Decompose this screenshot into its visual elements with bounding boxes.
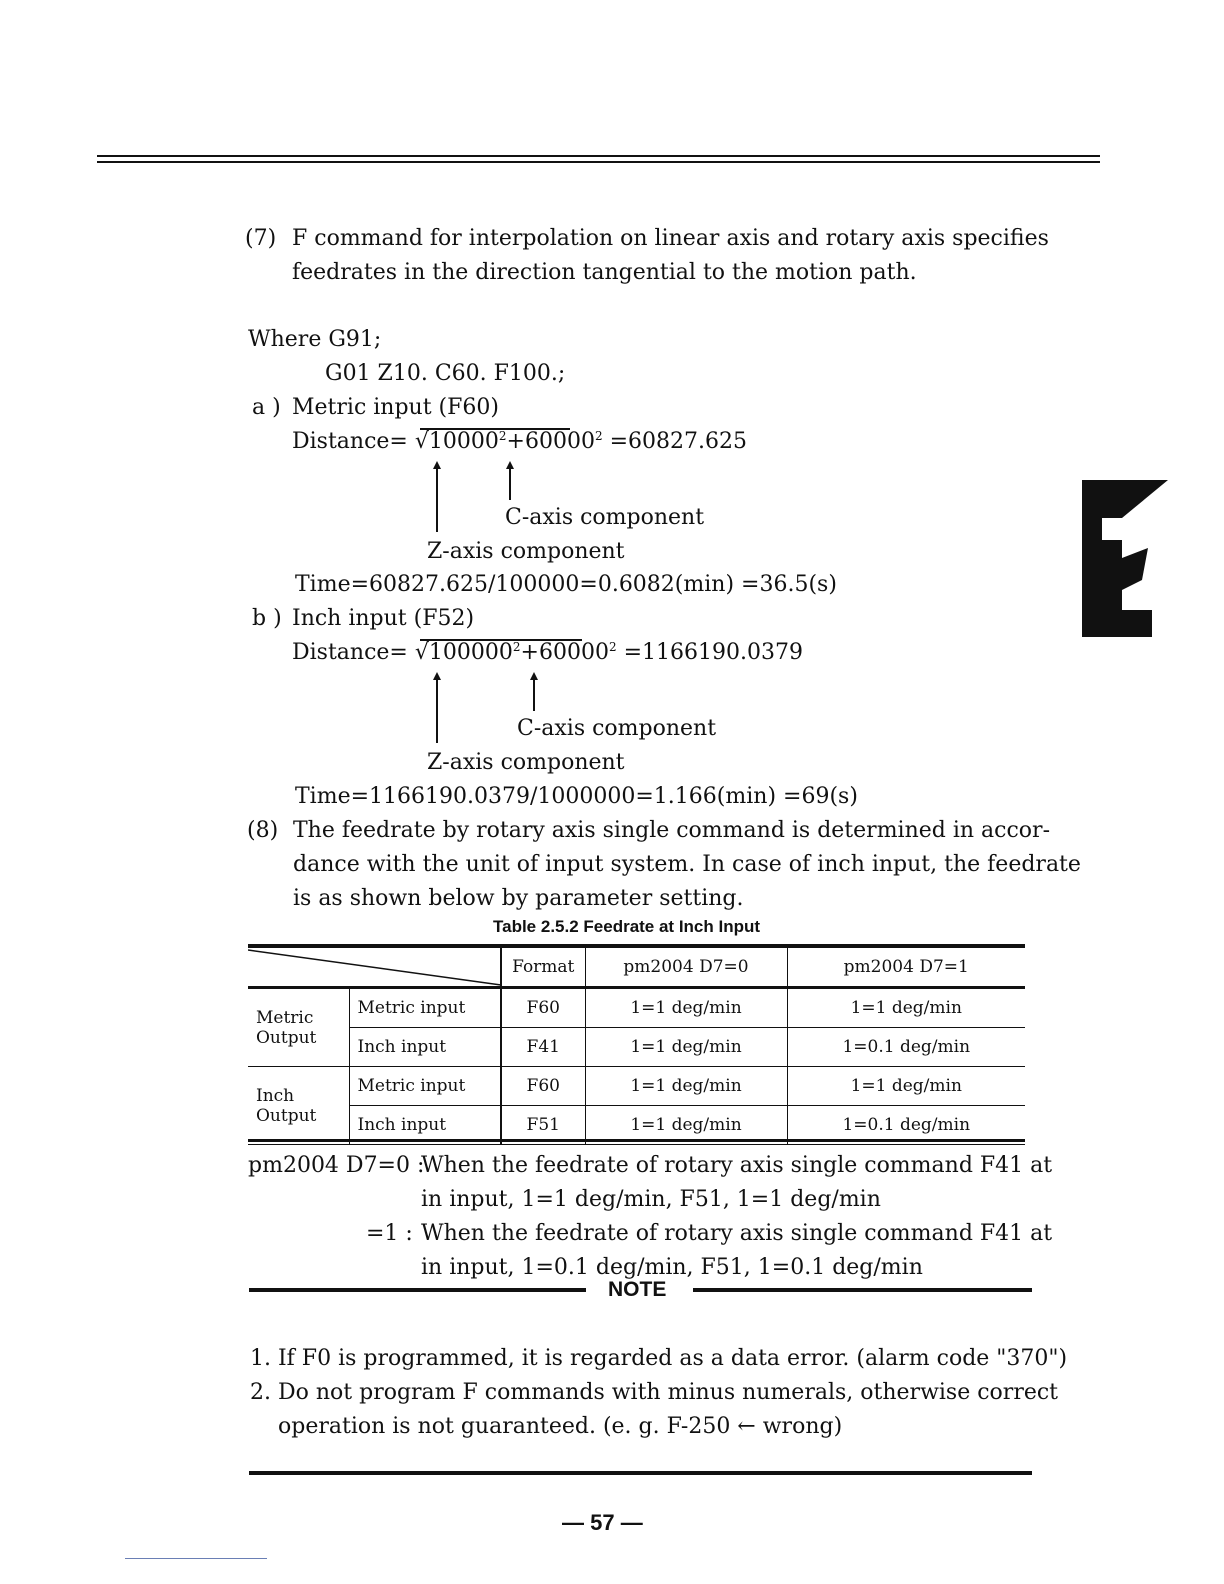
- case-b-exp2: 2: [608, 640, 617, 654]
- table-cell-format: F41: [501, 1028, 585, 1067]
- where-code: G01 Z10. C60. F100.;: [325, 361, 566, 386]
- where-label: Where G91;: [248, 327, 382, 352]
- item8-line1: The feedrate by rotary axis single command is determined in accor-: [293, 818, 1051, 843]
- case-a-z-arrow: [436, 468, 438, 532]
- table-caption: Table 2.5.2 Feedrate at Inch Input: [493, 917, 761, 936]
- case-a-c-arrow: [509, 468, 511, 500]
- item8-number: (8): [247, 818, 279, 843]
- note-rule-left: [249, 1288, 586, 1292]
- table-header-d7-1: pm2004 D7=1: [787, 948, 1025, 988]
- table-cell-input: Inch input: [349, 1028, 501, 1067]
- note-rule-right: [693, 1288, 1032, 1292]
- table-cell-d7-0: 1=1 deg/min: [585, 1106, 787, 1145]
- case-a-exp2: 2: [594, 429, 603, 443]
- case-b-dist-result: =1166190.0379: [623, 640, 803, 665]
- pm-d1-line2: in input, 1=0.1 deg/min, F51, 1=0.1 deg/min: [421, 1255, 923, 1280]
- item8-line2: dance with the unit of input system. In case of inch input, the feedrate: [293, 852, 1081, 877]
- table-group-inch-output: [248, 1067, 349, 1145]
- table-cell-d7-1: 1=0.1 deg/min: [787, 1106, 1025, 1145]
- case-a-distance: Distance= $√10000^2+60000^2 =60827.625$: [292, 429, 748, 454]
- case-b-z-label: Z-axis component: [427, 750, 625, 775]
- case-a-exp1: 2: [498, 429, 507, 443]
- table-diagonal-line: [248, 948, 501, 986]
- table-cell-d7-0: 1=1 deg/min: [585, 1028, 787, 1067]
- case-b-distance: Distance= $√100000^2+60000^2 =1166190.0379$: [292, 640, 803, 665]
- table-cell-d7-0: 1=1 deg/min: [585, 1067, 787, 1106]
- note-bottom-rule: [249, 1471, 1032, 1475]
- item7-line1: F command for interpolation on linear axis and rotary axis specifies: [292, 226, 1049, 251]
- table-row: [248, 1028, 1025, 1067]
- case-a-dist-plus: +: [506, 429, 525, 454]
- case-a-dist-prefix: Distance=: [292, 429, 408, 454]
- header-rule-top: [97, 155, 1100, 157]
- case-a-time: Time=60827.625/100000=0.6082(min) =36.5(s): [295, 572, 837, 597]
- item7-number: (7): [245, 226, 277, 251]
- note-item1: 1. If F0 is programmed, it is regarded as a data error. (alarm code "370"): [250, 1346, 1068, 1371]
- pm-d1-line1: When the feedrate of rotary axis single command F41 at: [421, 1221, 1053, 1246]
- case-b-dist-prefix: Distance=: [292, 640, 408, 665]
- pm-d0-line1: When the feedrate of rotary axis single command F41 at: [421, 1153, 1053, 1178]
- header-rule-bottom: [97, 161, 1100, 163]
- pm-d1-label: =1 :: [366, 1221, 413, 1246]
- chapter-tab-icon: [1082, 480, 1168, 637]
- case-b-z-arrow: [436, 679, 438, 743]
- table-cell-input: Inch input: [349, 1106, 501, 1145]
- table-header-d7-0: pm2004 D7=0: [585, 948, 787, 988]
- case-b-time: Time=1166190.0379/1000000=1.166(min) =69(s): [295, 784, 858, 809]
- table-bottom-rule: [248, 1139, 1025, 1142]
- table-cell-format: F60: [501, 1067, 585, 1106]
- table-cell-d7-1: 1=1 deg/min: [787, 988, 1025, 1028]
- case-a-label: a ): [252, 395, 281, 420]
- table-cell-d7-0: 1=1 deg/min: [585, 988, 787, 1028]
- case-b-c-arrow: [533, 679, 535, 711]
- table-cell-format: F60: [501, 988, 585, 1028]
- case-a-dist-term2: 60000: [524, 429, 595, 454]
- item8-line3: is as shown below by parameter setting.: [293, 886, 744, 911]
- case-b-exp1: 2: [512, 640, 521, 654]
- page-number: — 57 —: [562, 1510, 643, 1535]
- case-a-sqrt-bar: [420, 428, 570, 430]
- note-item2-line1: 2. Do not program F commands with minus numerals, otherwise correct: [250, 1380, 1059, 1405]
- case-b-dist-term2: 60000: [538, 640, 609, 665]
- table-group-metric-output: [248, 988, 349, 1067]
- table-corner-cell: [248, 948, 501, 988]
- note-item2-line2: operation is not guaranteed. (e. g. F-250 ← wrong): [278, 1414, 843, 1439]
- table-cell-format: F51: [501, 1106, 585, 1145]
- case-a-title: Metric input (F60): [292, 395, 499, 420]
- case-a-dist-term1: 10000: [428, 429, 499, 454]
- pm-d0-line2: in input, 1=1 deg/min, F51, 1=1 deg/min: [421, 1187, 881, 1212]
- table-group-metric-line1: Metric: [256, 1007, 314, 1028]
- case-b-label: b ): [252, 606, 282, 631]
- table-row: [248, 1067, 1025, 1106]
- case-b-title: Inch input (F52): [292, 606, 475, 631]
- table-cell-d7-1: 1=0.1 deg/min: [787, 1028, 1025, 1067]
- table-header-row: [248, 948, 1025, 988]
- table-cell-d7-1: 1=1 deg/min: [787, 1067, 1025, 1106]
- table-group-inch-line2: Output: [256, 1105, 317, 1126]
- table-row: [248, 988, 1025, 1028]
- table-group-inch-line1: Inch: [256, 1085, 295, 1106]
- item7-line2: feedrates in the direction tangential to the motion path.: [292, 260, 917, 285]
- footer-fragment-line: [125, 1558, 267, 1559]
- table-header-format: Format: [501, 948, 585, 988]
- table-group-metric-line2: Output: [256, 1027, 317, 1048]
- note-label: NOTE: [608, 1278, 667, 1301]
- case-a-c-label: C-axis component: [505, 505, 705, 530]
- pm-d0-label: pm2004 D7=0 :: [248, 1153, 425, 1178]
- table-cell-input: Metric input: [349, 988, 501, 1028]
- case-a-dist-result: =60827.625: [609, 429, 748, 454]
- case-b-dist-term1: 100000: [428, 640, 513, 665]
- table-cell-input: Metric input: [349, 1067, 501, 1106]
- feedrate-table: [248, 947, 1025, 1145]
- case-a-z-label: Z-axis component: [427, 539, 625, 564]
- case-b-sqrt-bar: [420, 639, 582, 641]
- case-b-c-label: C-axis component: [517, 716, 717, 741]
- case-b-dist-plus: +: [520, 640, 539, 665]
